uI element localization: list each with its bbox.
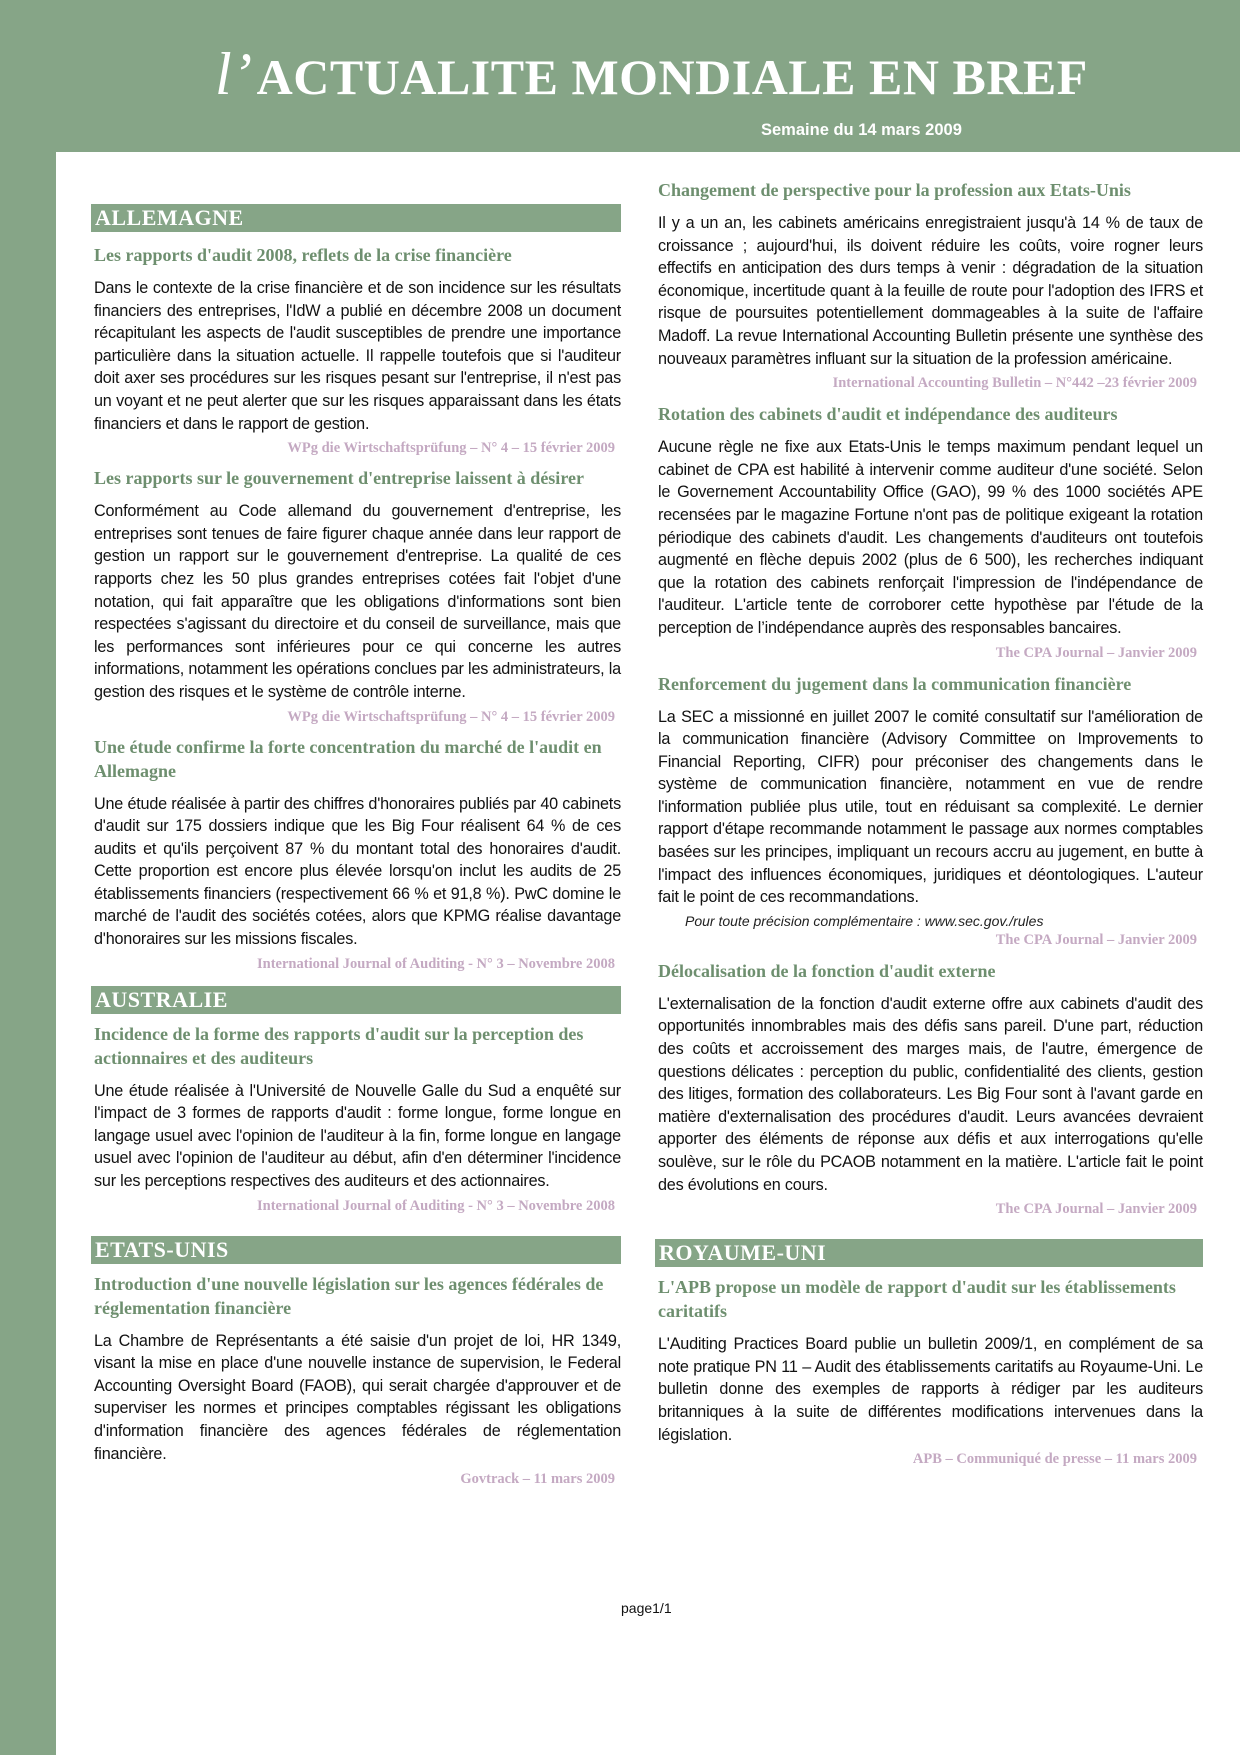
article-body: La Chambre de Représentants a été saisie d'un projet de loi, HR 1349, visant la mise en place d'une nouvelle instance de supervision, le Federal Accounting Oversight Board (FAOB), qui serait chargée d'approuver et de superviser les normes et principes comptables régissant les obligations d'information financière des agences fédérales de réglementation financière.: [94, 1331, 621, 1463]
issue-week: Semaine du 14 mars 2009: [761, 121, 962, 139]
article-source: International Accounting Bulletin – N°442 –23 février 2009: [832, 375, 1197, 392]
article-headline: Une étude confirme la forte concentration du marché de l'audit en Allemagne: [94, 736, 602, 781]
article-headline: Incidence de la forme des rapports d'audit sur la perception des actionnaires et des auditeurs: [94, 1023, 584, 1068]
masthead-text: ACTUALITE MONDIALE EN BREF: [256, 49, 1088, 105]
article-body: Une étude réalisée à partir des chiffres d'honoraires publiés par 40 cabinets d'audit sur 175 dossiers indique que les Big Four réalisent 64 % de ces audits et qu'ils perçoivent 87 % du montant total des honoraires d'audit. Cette proportion est encore plus élevée lorsqu'on inclut les audits de 25 établissements financiers (respectivement 66 % et 91,8 %). PwC domine le marché de l'audit des sociétés cotées, alors que KPMG réalise davantage d'honoraires sur les missions fiscales.: [94, 794, 621, 949]
article-source: International Journal of Auditing - N° 3 – Novembre 2008: [257, 1197, 615, 1214]
article-headline: Les rapports d'audit 2008, reflets de la crise financière: [94, 245, 512, 265]
masthead-title: [215, 40, 1088, 109]
page-number: page1/1: [621, 1600, 672, 1616]
section-royaume-uni: ROYAUME-UNI: [655, 1239, 1203, 1267]
article-headline: Introduction d'une nouvelle législation sur les agences fédérales de réglementation financière: [94, 1273, 604, 1318]
article-headline: Les rapports sur le gouvernement d'entreprise laissent à désirer: [94, 468, 584, 489]
article-headline: Renforcement du jugement dans la communication financière: [658, 673, 1132, 694]
article-body: Une étude réalisée à l'Université de Nouvelle Galle du Sud a enquêté sur l'impact de 3 formes de rapports d'audit : forme longue, forme longue en langage usuel avec l'opinion de l'auditeur à la fin, forme longue en langage usuel avec l'opinion de l'auditeur au début, afin d'en déterminer l'incidence sur les perceptions respectives des auditeurs et des actionnaires.: [94, 1081, 621, 1191]
article-body: Dans le contexte de la crise financière et de son incidence sur les résultats financiers des entreprises, l'IdW a publié en décembre 2008 un document récapitulant les aspects de l'audit susceptibles de prendre une importance particulière dans la situation actuelle. Il rappelle toutefois que si l'auditeur doit axer ses procédures sur les risques pesant sur l'entreprise, il n'est pas un voyant et ne peut alerter que sur les risques apparaissant dans les états financiers et dans le rapport de gestion.: [94, 279, 621, 433]
article-body: Aucune règle ne fixe aux Etats-Unis le temps maximum pendant lequel un cabinet de CPA est habilité à intervenir comme auditeur d'une société. Selon le Governement Accountability Office (GAO), 99 % des 1000 sociétés APE recensées par le magazine Fortune n'ont pas de politique exigeant la rotation périodique des cabinets d'audit. Les changements d'auditeurs ont toutefois augmenté en flèche depuis 2002 (plus de 6 500), les recherches indiquant que la rotation des cabinets renforçait l'impression de l'indépendance de l'auditeur. L'article tente de corroborer cette hypothèse par l'étude de la perception de l’indépendance auprès des responsables bancaires.: [658, 438, 1203, 637]
article-body: L'externalisation de la fonction d'audit externe offre aux cabinets d'audit des opportunités innombrables mais des défis sans pareil. D'une part, réduction des coûts et accroissement des marges mais, de l'autre, émergence de questions délicates : perception du public, confidentialité des clients, gestion des litiges, formation des collaborateurs. Les Big Four sont à l'avant garde en matière d'externalisation des procédures d'audit. Leurs avancées devraient apporter des éléments de réponse aux défis et aux interrogations qu'elle soulève, sur le rôle du PCAOB notamment en la matière. L'article fait le point des évolutions en cours.: [658, 994, 1203, 1194]
article-note: Pour toute précision complémentaire : www.sec.gov./rules: [685, 912, 1044, 929]
article-headline: Délocalisation de la fonction d'audit externe: [658, 960, 996, 981]
article-source: WPg die Wirtschaftsprüfung – N° 4 – 15 février 2009: [287, 440, 615, 457]
section-allemagne: ALLEMAGNE: [91, 204, 621, 232]
article-headline: Changement de perspective pour la profession aux Etats-Unis: [658, 180, 1131, 200]
article-headline: L'APB propose un modèle de rapport d'audit sur les établissements caritatifs: [658, 1277, 1176, 1322]
section-etats-unis: ETATS-UNIS: [91, 1236, 621, 1264]
left-margin-band: [0, 0, 56, 1755]
article-body: Conformément au Code allemand du gouvernement d'entreprise, les entreprises sont tenues de faire figurer chaque année dans leur rapport de gestion un rapport sur le gouvernement d'entreprise. La qualité de ces rapports chez les 50 plus grandes entreprises cotées fait l'objet d'une notation, qui fait apparaître que les obligations d'informations sont bien respectées s'agissant du directoire et du conseil de surveillance, mais que les performances sont inférieures pour ce qui concerne les autres informations, notamment les opérations conclues par les administrateurs, la gestion des risques et le système de contrôle interne.: [94, 502, 621, 701]
article-headline: Rotation des cabinets d'audit et indépendance des auditeurs: [658, 404, 1118, 425]
article-source: The CPA Journal – Janvier 2009: [995, 931, 1197, 948]
article-source: Govtrack – 11 mars 2009: [460, 1471, 615, 1488]
article-source: WPg die Wirtschaftsprüfung – N° 4 – 15 février 2009: [287, 708, 615, 725]
left-column: [91, 178, 621, 1489]
article-body: Il y a un an, les cabinets américains enregistraient jusqu'à 14 % de taux de croissance ; aujourd'hui, ils doivent réduire les coûts, voire rogner leurs effectifs en anticipation des durs temps à venir : dégradation de la situation économique, incertitude quant à la feuille de route pour l'adoption des IFRS et risque de poursuites potentiellement dommageables à la suite de l'affaire Madoff. La revue International Accounting Bulletin présente une synthèse des nouveaux paramètres influant sur la situation de la profession américaine.: [658, 214, 1203, 368]
article-source: APB – Communiqué de presse – 11 mars 2009: [912, 1451, 1197, 1468]
right-column: [655, 178, 1203, 1469]
article-source: The CPA Journal – Janvier 2009: [995, 644, 1197, 661]
article-source: International Journal of Auditing - N° 3 – Novembre 2008: [257, 955, 615, 972]
article-source: The CPA Journal – Janvier 2009: [995, 1201, 1197, 1218]
section-australie: AUSTRALIE: [91, 986, 621, 1014]
article-body: La SEC a missionné en juillet 2007 le comité consultatif sur l'amélioration de la communication financière (Advisory Committee on Improvements to Financial Reporting, CIFR) pour préconiser des changements dans le système de communication financière, notamment en vue de rendre l'information publiée plus utile, tout en réduisant sa complexité. Le dernier rapport d'étape recommande notamment le passage aux normes comptables basées sur les principes, impliquant un recours accru au jugement, en butte à l'impact des influences économiques, juridiques et déontologiques. L'auteur fait le point de ces recommandations.: [658, 707, 1203, 907]
masthead-prefix: l’: [215, 41, 253, 107]
article-body: L'Auditing Practices Board publie un bulletin 2009/1, en complément de sa note pratique PN 11 – Audit des établissements caritatifs au Royaume-Uni. Le bulletin donne des exemples de rapports à rédiger par les auditeurs britanniques à la suite de différentes modifications intervenues dans la législation.: [658, 1335, 1203, 1444]
